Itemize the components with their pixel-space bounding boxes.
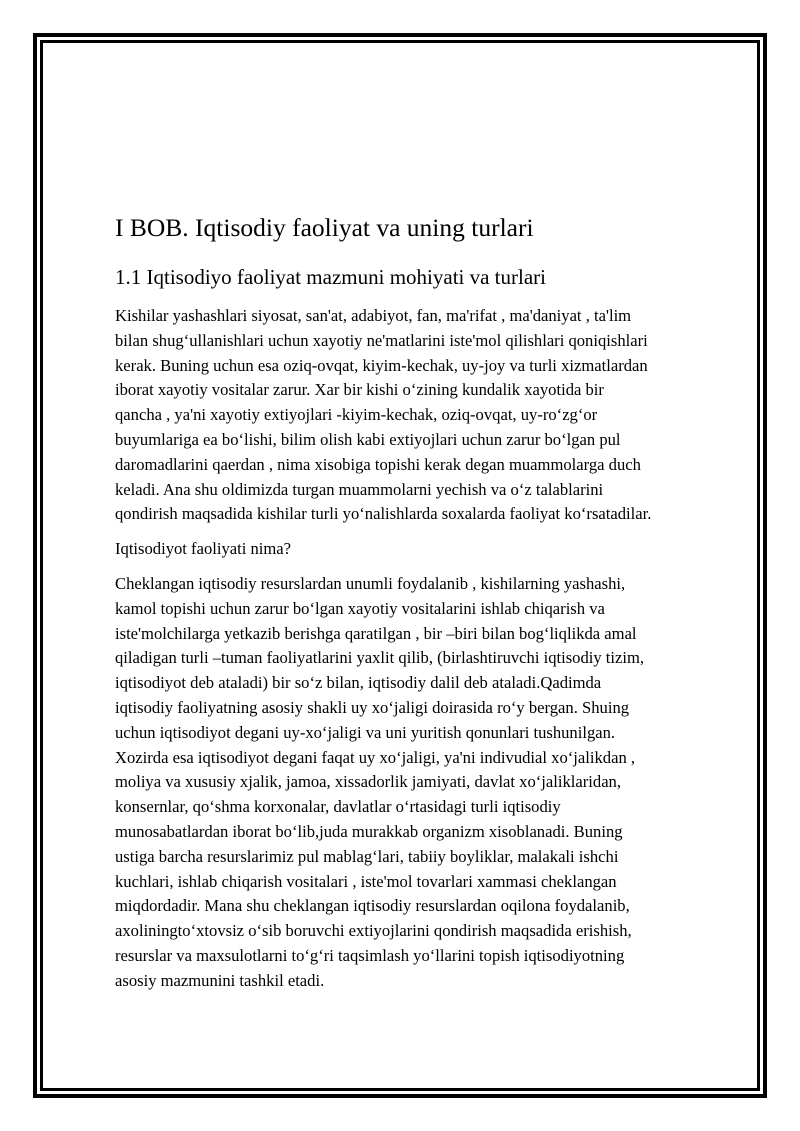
document-body [115,212,745,994]
paragraph-line: asosiy mazmunini tashkil etadi. [115,970,325,990]
paragraph-line: Kishilar yashashlari siyosat, san'at, adabiyot, fan, ma'rifat , ma'daniyat , ta'lim [115,306,632,325]
paragraph-line: moliya va xususiy xjalik, jamoa, xissadorlik jamiyati, davlat xo‘jaliklaridan, [115,772,622,792]
paragraph-line: konsernlar, qo‘shma korxonalar, davlatlar o‘rtasidagi turli iqtisodiy [115,797,561,817]
paragraph-line: axoliningto‘xtovsiz o‘sib boruvchi extiyojlarini qondirish maqsadida erishish, [115,921,632,941]
paragraph-line: keladi. Ana shu oldimizda turgan muammolarni yechish va o‘z talablarini [115,479,604,499]
paragraph-line: kuchlari, ishlab chiqarish vositalari , iste'mol tovarlari xammasi cheklangan [115,871,617,891]
paragraph-line: miqdordadir. Mana shu cheklangan iqtisodiy resurslardan oqilona foydalanib, [115,896,630,916]
paragraph-line: qiladigan turli –tuman faoliyatlarini yaxlit qilib, (birlashtiruvchi iqtisodiy tizim, [115,648,645,668]
paragraph-line: daromadlarini qaerdan , nima xisobiga topishi kerak degan muammolarga duch [115,454,641,474]
paragraph-line: Xozirda esa iqtisodiyot degani faqat uy xo‘jaligi, ya'ni indivudial xo‘jalikdan , [115,747,636,767]
question-line: Iqtisodiyot faoliyati nima? [115,539,292,559]
section-title: 1.1 Iqtisodiyo faoliyat mazmuni mohiyati va turlari [115,265,546,289]
chapter-title: I BOB. Iqtisodiy faoliyat va uning turlari [115,213,534,242]
paragraph-line: kerak. Buning uchun esa oziq-ovqat, kiyim-kechak, uy-joy va turli xizmatlardan [115,355,648,375]
paragraph-line: qondirish maqsadida kishilar turli yo‘nalishlarda soxalarda faoliyat ko‘rsatadilar. [115,504,652,524]
paragraph-line: iqtisodiyot deb ataladi) bir so‘z bilan, iqtisodiy dalil deb ataladi.Qadimda [115,673,602,693]
paragraph-line: uchun iqtisodiyot degani uy-xo‘jaligi va uni yuritish qonunlari tushunilgan. [115,722,616,742]
paragraph-line: iborat xayotiy vositalar zarur. Xar bir kishi o‘zining kundalik xayotida bir [115,380,604,400]
paragraph-line: iqtisodiy faoliyatning asosiy shakli uy xo‘jaligi doirasida ro‘y bergan. Shuing [115,697,630,717]
paragraph-line: Cheklangan iqtisodiy resurslardan unumli foydalanib , kishilarning yashashi, [115,573,626,593]
paragraph-line: qancha , ya'ni xayotiy extiyojlari -kiyim-kechak, oziq-ovqat, uy-ro‘zg‘or [115,405,598,425]
paragraph-line: buyumlariga ea bo‘lishi, bilim olish kabi extiyojlari uchun zarur bo‘lgan pul [115,429,621,449]
paragraph-line: resurslar va maxsulotlarni to‘g‘ri taqsimlash yo‘llarini topish iqtisodiyotning [115,945,625,965]
paragraph-line: ustiga barcha resurslarimiz pul mablag‘lari, tabiiy boyliklar, malakali ishchi [115,846,619,866]
paragraph-line: kamol topishi uchun zarur bo‘lgan xayotiy vositalarini ishlab chiqarish va [115,598,605,618]
paragraph-line: iste'molchilarga yetkazib berishga qaratilgan , bir –biri bilan bog‘liqlikda amal [115,623,637,643]
paragraph-definition [115,572,745,994]
paragraph-line: munosabatlardan iborat bo‘lib,juda murakkab organizm xisoblanadi. Buning [115,821,623,841]
paragraph-line: bilan shug‘ullanishlari uchun xayotiy ne'matlarini iste'mol qilishlari qoniqishlari [115,330,648,350]
paragraph-intro [115,304,745,527]
